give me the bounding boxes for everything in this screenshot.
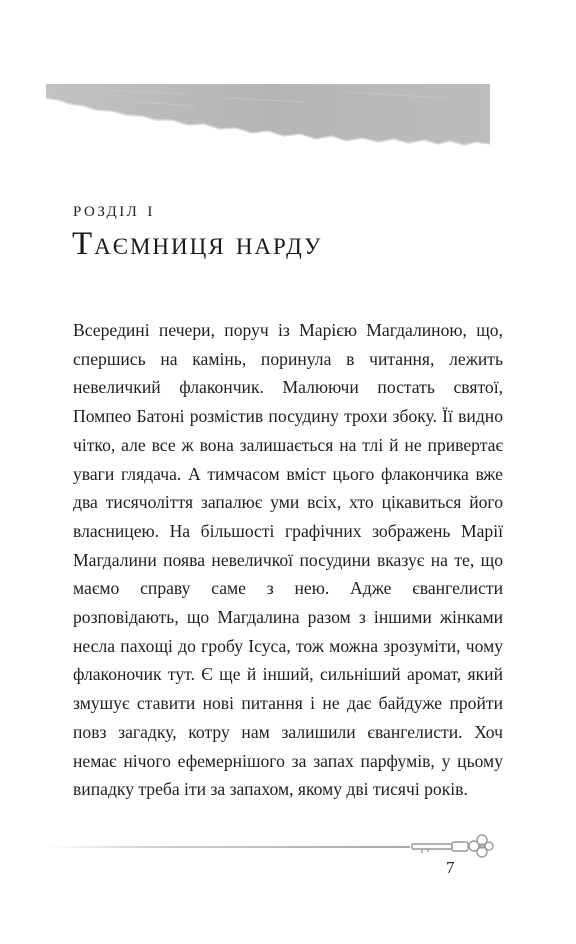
chapter-label: розділ i [73, 196, 155, 221]
page-number: 7 [446, 858, 455, 877]
body-paragraph: Всередині печери, поруч із Марією Магдалиною, що, спершись на камінь, поринула в читання, лежить невеличкий флакончик. Малюючи постать святої, Помпео Батоні розмістив посудину трохи збоку. Її видно чітко, але все ж вона залишається на тлі й не привертає уваги глядача. А тимчасом вміст цього флакончика вже два тисячоліття запалює уми всіх, хто цікавиться його власницею. На більшості графічних зображень Марії Магдалини поява невеличкої посудини вказує на те, що маємо справу саме з нею. Адже євангелисти розповідають, що Магдалина разом з іншими жінками несла пахощі до гробу Ісуса, тож можна зрозуміти, чому флаконочик тут. Є ще й інший, сильніший аромат, який змушує ставити нові питання і не дає байдуже пройти повз загадку, котру нам залишили євангелисти. Хоч немає нічого ефемернішого за запах парфумів, у цьому випадку треба іти за запахом, якому дві тисячі років. [73, 320, 503, 800]
chapter-title: Таємниця нарду [72, 226, 323, 262]
torn-paper-banner [46, 84, 490, 146]
key-ornament-icon [44, 834, 494, 860]
